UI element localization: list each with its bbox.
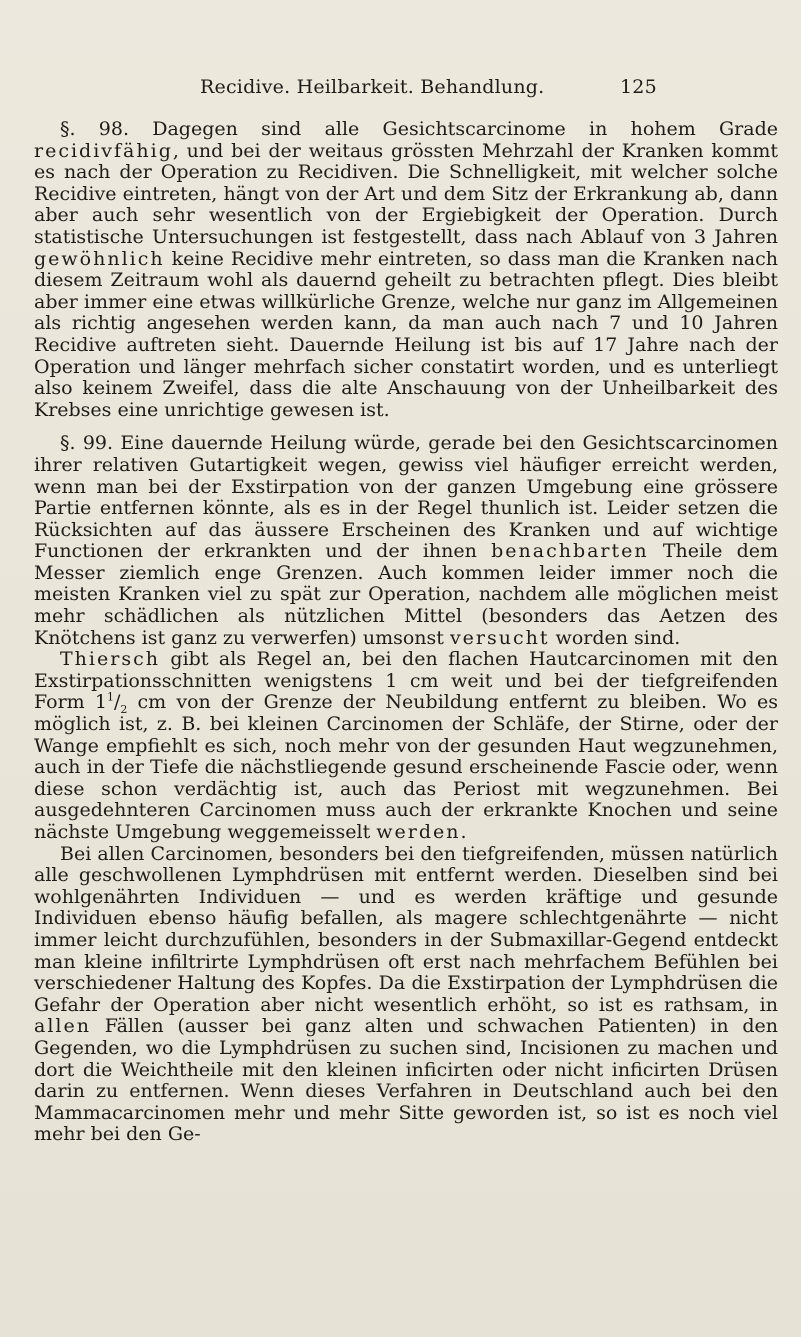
text-run: Fällen (ausser bei ganz alten und schwachen Patienten) in den Gegenden, wo die Lymphdrüsen zu suchen sind, Incisionen zu machen und dort die Weichtheile mit den kleinen inficirten oder nicht inficirten Drüsen darin zu entfernen. Wenn dieses Verfahren in Deutschland auch bei den Mammacarcinomen mehr und mehr Sitte geworden ist, so ist es noch viel mehr bei den Ge- — [34, 1015, 778, 1146]
text-run: §. 98. Dagegen sind alle Gesichtscarcinome in hohem Grade — [60, 118, 778, 140]
text-run: keine Recidive mehr eintreten, so dass man die Kranken nach diesem Zeitraum wohl als dauernd geheilt zu betrachten pflegt. Dies bleibt aber immer eine etwas willkürliche Grenze, welche nur ganz im Allgemeinen als richtig angesehen werden kann, da man auch nach 7 und 10 Jahren Recidive auftreten sieht. Dauernde Heilung ist bis auf 17 Jahre nach der Operation und länger mehrfach sicher constatirt worden, und es unterliegt also keinem Zweifel, dass die alte Anschauung von der Unheilbarkeit des Krebses eine unrichtige gewesen ist. — [34, 247, 778, 421]
text-run: Theile dem Messer ziemlich enge Grenzen. Auch kommen leider immer noch die meisten Kranken viel zu spät zur Operation, nachdem alle möglichen meist mehr schädlichen als nützlichen Mittel (besonders das Aetzen des Knötchens ist ganz zu verwerfen) umsonst — [34, 540, 778, 649]
paragraph-99 — [34, 433, 778, 649]
text-run: gibt als Regel an, bei den flachen Hautcarcinomen mit den Exstirpationsschnitten wenigstens 1 cm weit und bei der tiefgreifenden Form 1 — [34, 648, 778, 714]
text-run: / — [113, 691, 121, 714]
running-title: Recidive. Heilbarkeit. Behandlung. — [200, 76, 545, 98]
body-text — [34, 119, 778, 1146]
text-run: Bei allen Carcinomen, besonders bei den tiefgreifenden, müssen natürlich alle geschwollenen Lymphdrüsen mit entfernt werden. Dieselben sind bei wohlgenährten Individuen — und es werden kräftige und gesunde Individuen ebenso häufig befallen, als magere schlechtgenährte — nicht immer leicht durchzufühlen, besonders in der Submaxillar-Gegend entdeckt man kleine infiltrirte Lymphdrüsen oft erst nach mehrfachem Befühlen bei verschiedener Haltung des Kopfes. Da die Exstirpation der Lymphdrüsen die Gefahr der Operation aber nicht wesentlich erhöht, so ist es rathsam, in — [34, 842, 778, 1016]
text-run: 2 — [120, 703, 128, 717]
text-run: , und bei der weitaus grössten Mehrzahl der Kranken kommt es nach der Operation zu Recidiven. Die Schnelligkeit, mit welcher solche Recidive eintreten, hängt von der Art und dem Sitz der Erkrankung ab, dann aber auch sehr wesentlich von der Ergiebigkeit der Operation. Durch statistische Untersuchungen ist festgestellt, dass nach Ablauf von 3 Jahren — [34, 139, 778, 248]
text-run: §. 99. Eine dauernde Heilung würde, gerade bei den Gesichtscarcinomen ihrer relativen Gutartigkeit wegen, gewiss viel häufiger erreicht werden, wenn man bei der Exstirpation von der ganzen Umgebung eine grössere Partie entfernen könnte, als es in der Regel thunlich ist. Leider setzen die Rücksichten auf das äussere Erscheinen des Kranken und auf wichtige Functionen der erkrankten und der ihnen — [34, 432, 778, 563]
text-run: benachbarten — [491, 540, 649, 563]
paragraph-lymphdruesen — [34, 844, 778, 1146]
text-run: Thiersch — [60, 648, 160, 671]
text-run: allen — [34, 1015, 91, 1038]
paragraph-98 — [34, 119, 778, 421]
text-run: 1 — [106, 691, 114, 705]
text-run: worden sind. — [549, 626, 681, 649]
page-number: 125 — [620, 76, 657, 98]
text-run: werden — [376, 821, 461, 843]
text-run: . — [460, 821, 467, 843]
paragraph-thiersch — [34, 649, 778, 843]
text-run: cm von der Grenze der Neubildung entfernt zu bleiben. Wo es möglich ist, z. B. bei kleinen Carcinomen der Schläfe, der Stirne, oder der Wange empfiehlt es sich, noch mehr von der gesunden Haut wegzunehmen, auch in der Tiefe die nächstliegende gesund erscheinende Fascie oder, wenn diese schon verdächtig ist, auch das Periost mit wegzunehmen. Bei ausgedehnteren Carcinomen muss auch der erkrankte Knochen und seine nächste Umgebung weggemeisselt — [34, 691, 778, 843]
text-run: recidivfähig — [34, 139, 173, 162]
running-head — [200, 76, 680, 106]
text-run: versucht — [449, 626, 550, 649]
text-run: gewöhnlich — [34, 247, 165, 270]
